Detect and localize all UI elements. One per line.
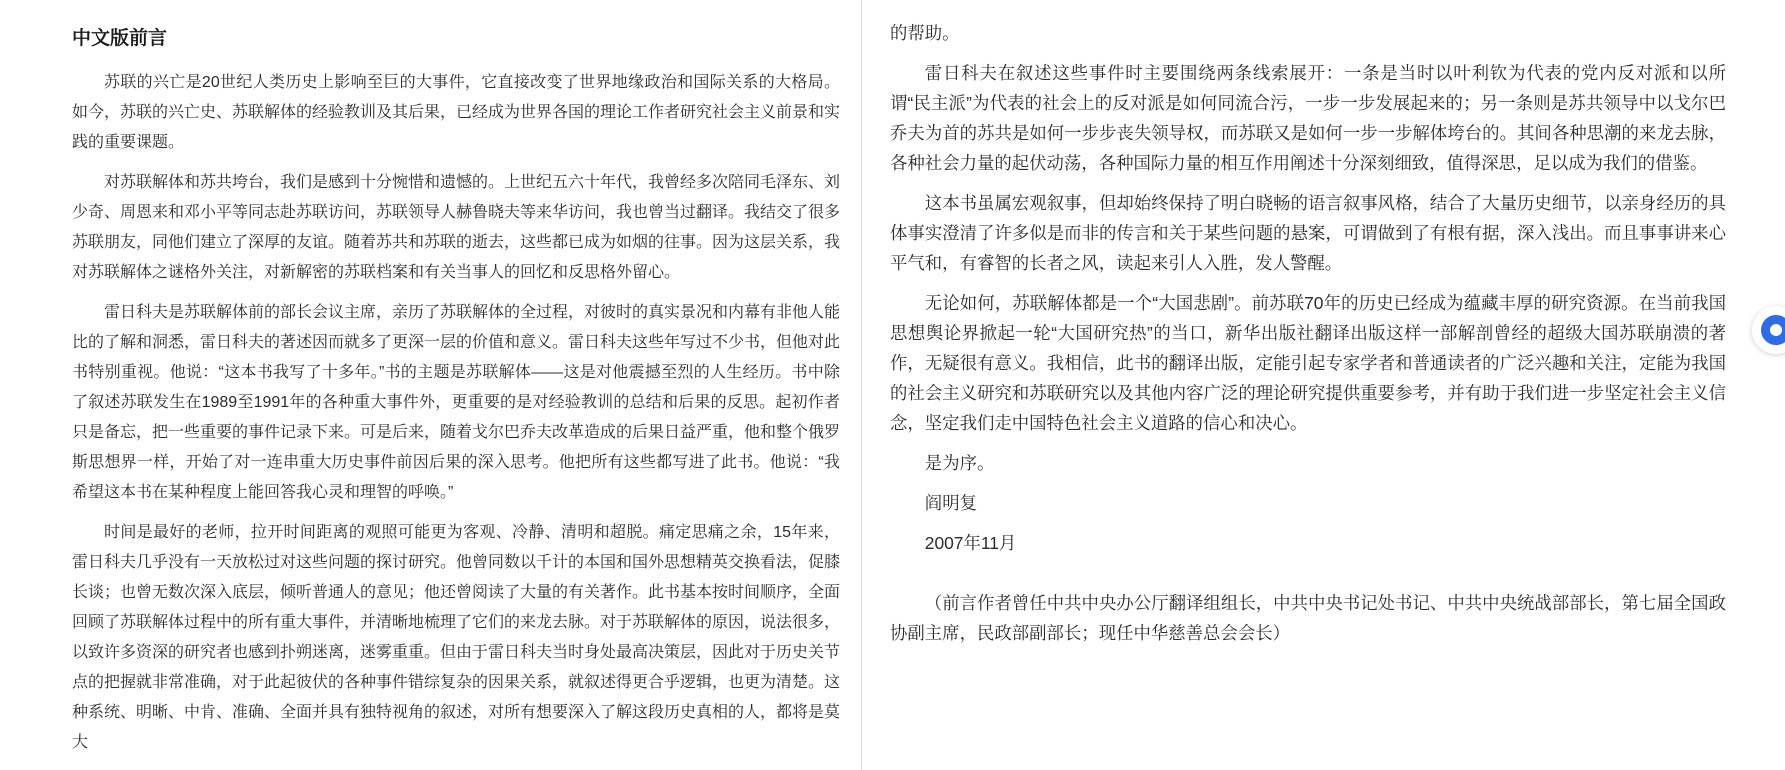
author-bio-note: （前言作者曾任中共中央办公厅翻译组组长，中共中央书记处书记、中共中央统战部部长，第七届全国政协副主席，民政部副部长；现任中华慈善总会会长） bbox=[890, 593, 1726, 643]
date-line: 2007年11月 bbox=[924, 533, 1017, 553]
page-divider bbox=[861, 0, 862, 770]
paragraph-continuation: 的帮助。 bbox=[890, 23, 960, 43]
author-name: 阎明复 bbox=[924, 493, 977, 513]
paragraph: 对苏联解体和苏共垮台，我们是感到十分惋惜和遗憾的。上世纪五六十年代，我曾经多次陪同毛泽东、刘少奇、周恩来和邓小平等同志赴苏联访问，苏联领导人赫鲁晓夫等来华访问，我也曾当过翻译。我结交了很多苏联朋友，同他们建立了深厚的友谊。随着苏共和苏联的逝去，这些都已成为如烟的往事。因为这层关系，我对苏联解体之谜格外关注，对新解密的苏联档案和有关当事人的回忆和反思格外留心。 bbox=[72, 174, 841, 281]
blue-ring-icon bbox=[1761, 315, 1785, 345]
page-right bbox=[890, 0, 1726, 658]
page-title: 中文版前言 bbox=[72, 28, 168, 49]
paragraph: 苏联的兴亡是20世纪人类历史上影响至巨的大事件，它直接改变了世界地缘政治和国际关系的大格局。如今，苏联的兴亡史、苏联解体的经验教训及其后果，已经成为世界各国的理论工作者研究社会主义前景和实践的重要课题。 bbox=[72, 74, 841, 151]
paragraph: 雷日科夫是苏联解体前的部长会议主席，亲历了苏联解体的全过程，对彼时的真实景况和内幕有非他人能比的了解和洞悉，雷日科夫的著述因而就多了更深一层的价值和意义。雷日科夫这些年写过不少书，但他对此书特别重视。他说：“这本书我写了十多年。”书的主题是苏联解体——这是对他震撼至烈的人生经历。书中除了叙述苏联发生在1989至1991年的各种重大事件外，更重要的是对经验教训的总结和后果的反思。起初作者只是备忘，把一些重要的事件记录下来。可是后来，随着戈尔巴乔夫改革造成的后果日益严重，他和整个俄罗斯思想界一样，开始了对一连串重大历史事件前因后果的深入思考。他把所有这些都写进了此书。他说：“我希望这本书在某种程度上能回答我心灵和理智的呼唤。” bbox=[72, 304, 841, 501]
page-left bbox=[72, 0, 840, 768]
paragraph: 这本书虽属宏观叙事，但却始终保持了明白晓畅的语言叙事风格，结合了大量历史细节，以亲身经历的具体事实澄清了许多似是而非的传言和关于某些问题的悬案，可谓做到了有根有据，深入浅出。而且事事讲来心平气和，有睿智的长者之风，读起来引人入胜，发人警醒。 bbox=[890, 193, 1726, 273]
closing-line: 是为序。 bbox=[924, 453, 995, 473]
paragraph: 时间是最好的老师，拉开时间距离的观照可能更为客观、冷静、清明和超脱。痛定思痛之余，15年来，雷日科夫几乎没有一天放松过对这些问题的探讨研究。他曾同数以千计的本国和国外思想精英交换看法，促膝长谈；也曾无数次深入底层，倾听普通人的意见；他还曾阅读了大量的有关著作。此书基本按时间顺序，全面回顾了苏联解体过程中的所有重大事件，并清晰地梳理了它们的来龙去脉。对于苏联解体的原因，说法很多，以致许多资深的研究者也感到扑朔迷离，迷雾重重。但由于雷日科夫当时身处最高决策层，因此对于历史关节点的把握就非常准确，对于此起彼伏的各种事件错综复杂的因果关系，就叙述得更合乎逻辑，也更为清楚。这种系统、明晰、中肯、准确、全面并具有独特视角的叙述，对所有想要深入了解这段历史真相的人，都将是莫大 bbox=[72, 524, 841, 751]
assistant-floating-button[interactable] bbox=[1752, 306, 1785, 354]
paragraph: 无论如何，苏联解体都是一个“大国悲剧”。前苏联70年的历史已经成为蕴藏丰厚的研究资源。在当前我国思想舆论界掀起一轮“大国研究热”的当口，新华出版社翻译出版这样一部解剖曾经的超级大国苏联崩溃的著作，无疑很有意义。我相信，此书的翻译出版，定能引起专家学者和普通读者的广泛兴趣和关注，定能为我国的社会主义研究和苏联研究以及其他内容广泛的理论研究提供重要参考，并有助于我们进一步坚定社会主义信念，坚定我们走中国特色社会主义道路的信心和决心。 bbox=[890, 293, 1726, 433]
paragraph: 雷日科夫在叙述这些事件时主要围绕两条线索展开：一条是当时以叶利钦为代表的党内反对派和以所谓“民主派”为代表的社会上的反对派是如何同流合污，一步一步发展起来的；另一条则是苏共领导中以戈尔巴乔夫为首的苏共是如何一步步丧失领导权，而苏联又是如何一步一步解体垮台的。其间各种思潮的来龙去脉，各种社会力量的起伏动荡，各种国际力量的相互作用阐述十分深刻细致，值得深思，足以成为我们的借鉴。 bbox=[890, 63, 1726, 173]
